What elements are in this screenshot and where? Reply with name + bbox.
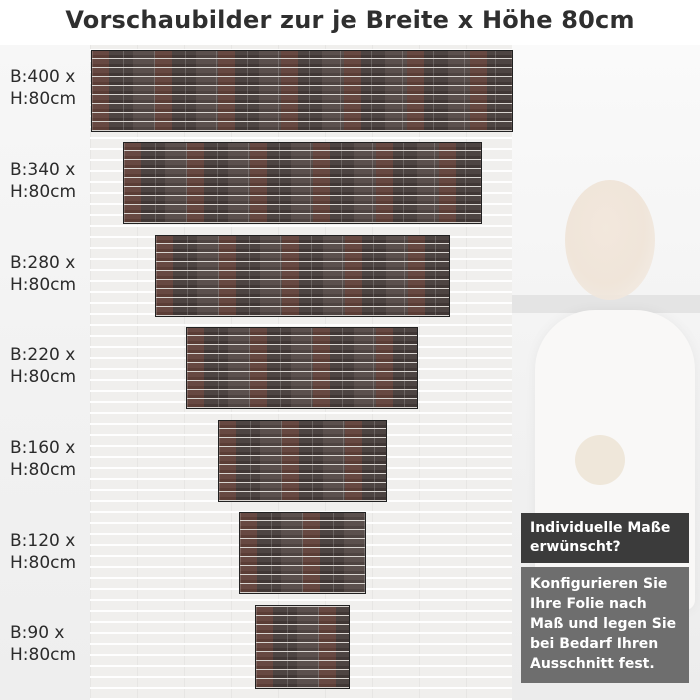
width-label: B:220 x xyxy=(10,345,76,365)
background-person-head xyxy=(565,180,655,300)
size-label-120 xyxy=(10,530,90,574)
width-label: B:340 x xyxy=(10,160,76,180)
background-bowl xyxy=(575,435,625,485)
info-body-text: Konfigurieren Sie Ihre Folie nach Maß und legen Sie bei Bedarf Ihren Ausschnitt fest. xyxy=(521,567,689,683)
height-label: H:80cm xyxy=(10,553,77,573)
preview-tile-340 xyxy=(123,142,482,224)
height-label: H:80cm xyxy=(10,460,77,480)
preview-tile-400 xyxy=(91,50,513,132)
size-label-340 xyxy=(10,159,90,203)
size-label-220 xyxy=(10,344,90,388)
height-label: H:80cm xyxy=(10,367,77,387)
preview-tile-90 xyxy=(255,605,350,689)
height-label: H:80cm xyxy=(10,275,77,295)
height-label: H:80cm xyxy=(10,89,77,109)
preview-tile-280 xyxy=(155,235,450,317)
preview-tile-160 xyxy=(218,420,387,502)
preview-tile-220 xyxy=(186,327,418,409)
custom-size-info-box[interactable] xyxy=(521,513,689,683)
height-label: H:80cm xyxy=(10,645,77,665)
size-label-400 xyxy=(10,66,90,110)
info-heading: Individuelle Maße erwünscht? xyxy=(521,513,689,563)
page-title: Vorschaubilder zur je Breite x Höhe 80cm xyxy=(65,6,635,34)
preview-tile-120 xyxy=(239,512,366,594)
width-label: B:90 x xyxy=(10,623,65,643)
width-label: B:120 x xyxy=(10,531,76,551)
width-label: B:160 x xyxy=(10,438,76,458)
size-label-160 xyxy=(10,437,90,481)
width-label: B:280 x xyxy=(10,253,76,273)
height-label: H:80cm xyxy=(10,182,77,202)
size-label-90 xyxy=(10,622,90,666)
width-label: B:400 x xyxy=(10,67,76,87)
size-label-280 xyxy=(10,252,90,296)
